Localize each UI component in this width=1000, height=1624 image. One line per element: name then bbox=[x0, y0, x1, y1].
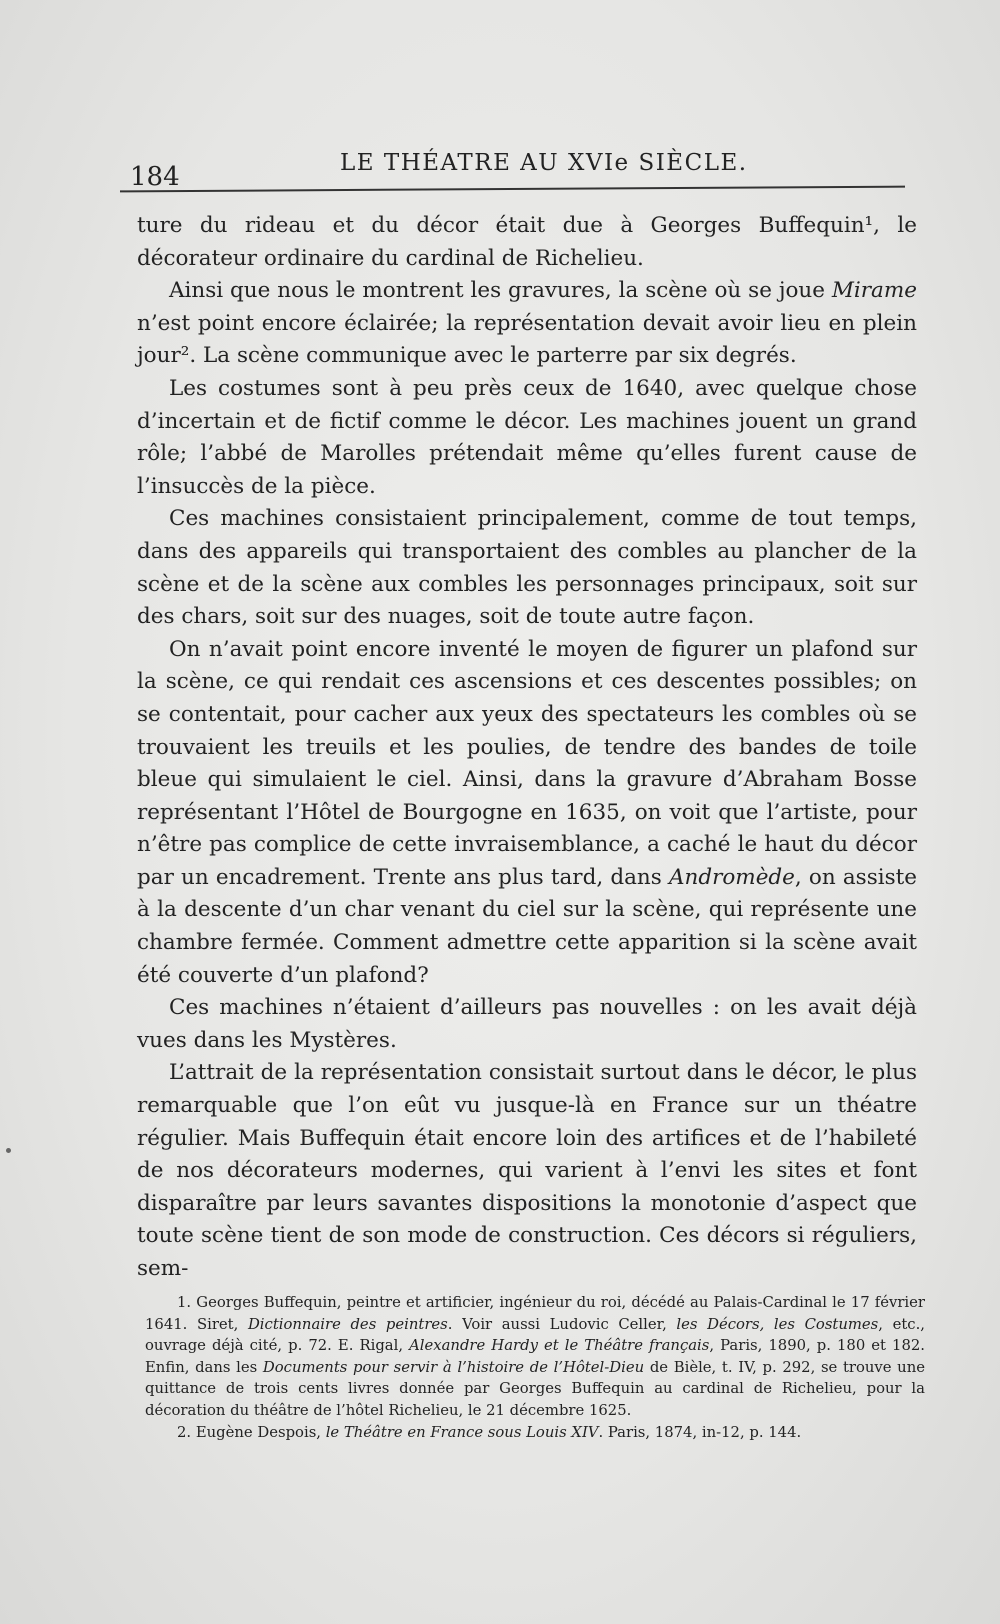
page-number: 184 bbox=[130, 162, 180, 192]
footnote-1 bbox=[145, 1292, 925, 1422]
paragraph-2-start: Ainsi que nous le montrent les gravures, la scène où se joue bbox=[169, 278, 832, 304]
play-title-mirame: Mirame bbox=[831, 278, 917, 304]
paragraph-1: ture du rideau et du décor était due à Georges Buffequin¹, le décorateur ordinaire du cardinal de Richelieu. bbox=[137, 213, 917, 271]
paragraph-4: Ces machines consistaient principalement, comme de tout temps, dans des appareils qui transportaient des combles au plancher de la scène et de la scène aux combles les personnages principaux, soit sur des chars, soit sur des nuages, soit de toute autre façon. bbox=[137, 506, 917, 630]
footnote-1-text: de Bièle, t. IV, p. 292, se trouve une quittance de trois cents livres donnée par Georges Buffequin au cardinal de Richelieu, pour la décoration du théâtre de l’hôtel Richelieu, le 21 décembre 1625. bbox=[145, 1358, 925, 1419]
footnote-1-italic-title: les Décors, les Costumes bbox=[676, 1315, 879, 1333]
page-header bbox=[130, 150, 900, 190]
paragraph-6: Ces machines n’étaient d’ailleurs pas nouvelles : on les avait déjà vues dans les Mystères. bbox=[137, 995, 917, 1053]
paragraph-2 bbox=[137, 275, 917, 373]
footnote-1-text: , etc., ouvrage déjà cité, p. 72. E. Rigal, bbox=[145, 1315, 925, 1355]
play-title-andromede: Andromède bbox=[668, 864, 795, 890]
footnotes bbox=[145, 1292, 925, 1443]
footnote-1-italic-title: Documents pour servir à l’histoire de l’Hôtel-Dieu bbox=[262, 1358, 645, 1376]
paragraph-7: L’attrait de la représentation consistait surtout dans le décor, le plus remarquable que l’on eût vu jusque-là en France sur un théatre régulier. Mais Buffequin était encore loin des artifices et de l’habileté de nos décorateurs modernes, qui varient à l’envi les sites et font disparaître par leurs savantes dispositions la monotonie d’aspect que toute scène tient de son mode de construction. Ces décors si réguliers, sem- bbox=[137, 1060, 917, 1281]
paper-speck bbox=[6, 1148, 11, 1153]
paragraph-3: Les costumes sont à peu près ceux de 1640, avec quelque chose d’incertain et de fictif comme le décor. Les machines jouent un grand rôle; l’abbé de Marolles prétendait même qu’elles furent cause de l’insuccès de la pièce. bbox=[137, 375, 917, 499]
paragraph-5-start: On n’avait point encore inventé le moyen de figurer un plafond sur la scène, ce qui rendait ces ascensions et ces descentes possibles; on se contentait, pour cacher aux yeux des spectateurs les combles où se trouvaient les treuils et les poulies, de tendre des bandes de toile bleue qui simulaient le ciel. Ainsi, dans la gravure d’Abraham Bosse représentant l’Hôtel de Bourgogne en 1635, on voit que l’artiste, pour n’être pas complice de cette invraisemblance, a caché le haut du décor par un encadrement. Trente ans plus tard, dans bbox=[137, 636, 917, 890]
footnote-2 bbox=[145, 1422, 925, 1444]
footnote-1-italic-title: Alexandre Hardy et le Théâtre français bbox=[409, 1337, 710, 1355]
running-title: LE THÉATRE AU XVIe SIÈCLE. bbox=[340, 150, 748, 176]
footnote-2-italic-title: le Théâtre en France sous Louis XIV bbox=[325, 1423, 599, 1441]
paragraph-2-end: n’est point encore éclairée; la représentation devait avoir lieu en plein jour². La scène communique avec le parterre par six degrés. bbox=[137, 310, 917, 369]
footnote-1-italic-title: Dictionnaire des peintres bbox=[247, 1315, 448, 1333]
paragraph-5-end: , on assiste à la descente d’un char venant du ciel sur la scène, qui représente une chambre fermée. Comment admettre cette apparition si la scène avait été couverte d’un plafond? bbox=[137, 864, 918, 988]
paragraph-5 bbox=[137, 634, 917, 993]
footnote-2-text: . Paris, 1874, in-12, p. 144. bbox=[598, 1423, 802, 1441]
footnote-1-text: 1. Georges Buffequin, peintre et artificier, ingénieur du roi, décédé au Palais-Cardinal le 17 février 1641. Siret, bbox=[145, 1294, 925, 1333]
footnote-1-text: , Paris, 1890, p. 180 et 182. Enfin, dans les bbox=[145, 1337, 925, 1376]
footnote-2-text: 2. Eugène Despois, bbox=[177, 1423, 326, 1441]
body-text bbox=[137, 210, 917, 1286]
footnote-1-text: . Voir aussi Ludovic Celler, bbox=[447, 1315, 677, 1333]
